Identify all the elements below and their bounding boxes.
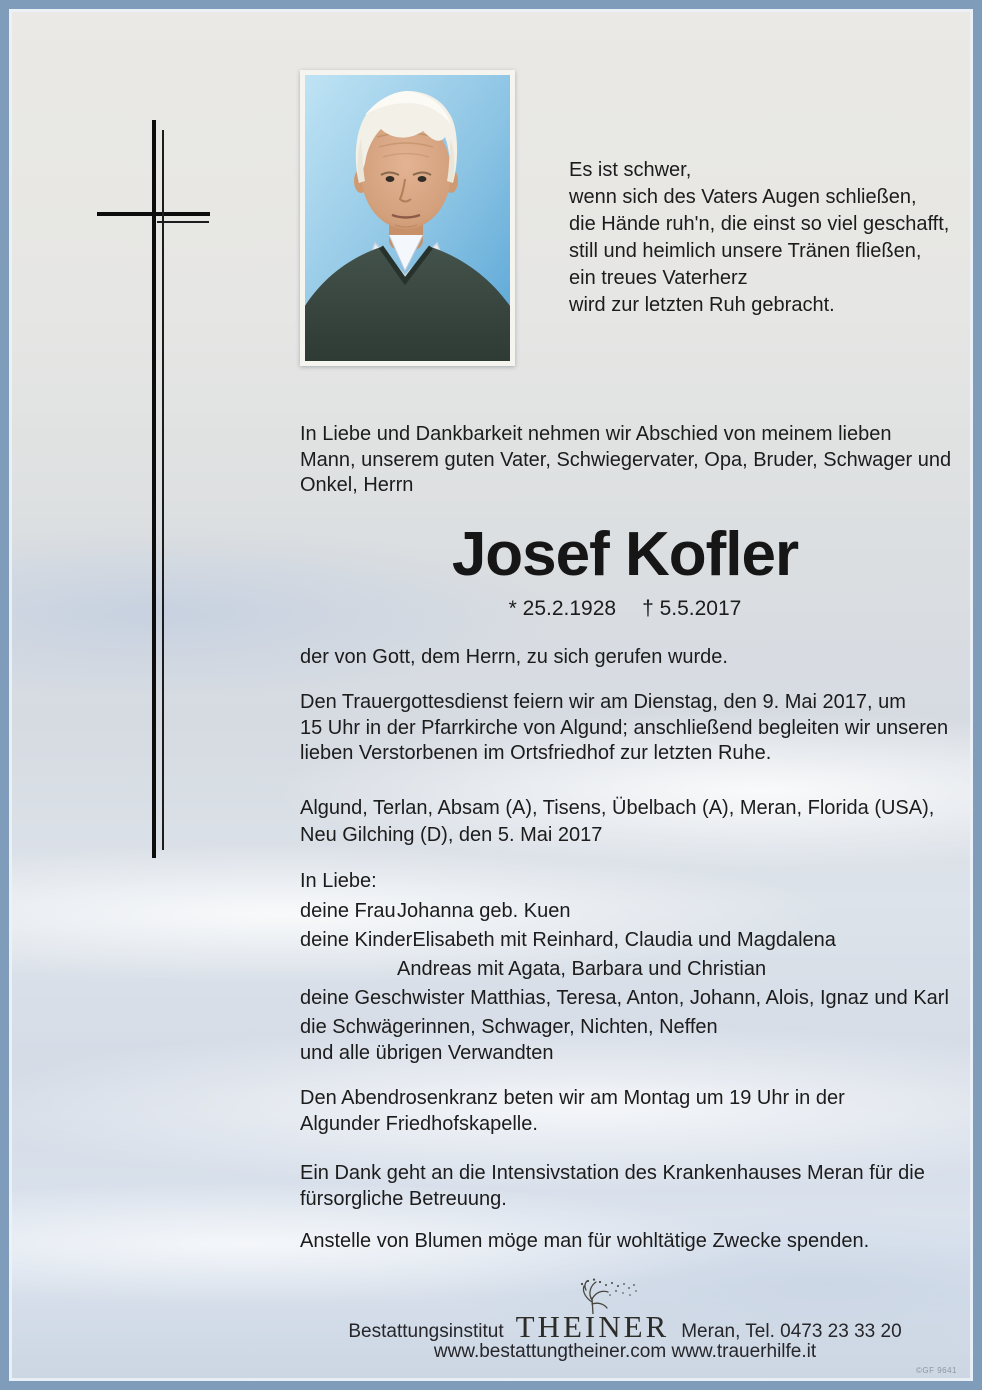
salutation: In Liebe: — [300, 870, 377, 892]
thanks-line: Ein Dank geht an die Intensivstation des Krankenhauses Meran für die — [300, 1162, 925, 1184]
poem-line: wird zur letzten Ruh gebracht. — [569, 294, 835, 316]
places-line: Neu Gilching (D), den 5. Mai 2017 — [300, 824, 603, 846]
family-row — [300, 897, 949, 926]
cross-horizontal-echo-line — [157, 221, 209, 223]
intro-line: Mann, unserem guten Vater, Schwiegervater, Opa, Bruder, Schwager und — [300, 448, 952, 471]
footer-websites: www.bestattungtheiner.com www.trauerhilfe.it — [433, 1341, 817, 1362]
donations-text: Anstelle von Blumen möge man für wohltätige Zwecke spenden. — [300, 1230, 870, 1252]
cross-vertical-echo-line — [162, 130, 164, 850]
family-role: deine Geschwister — [300, 987, 465, 1009]
life-dates — [300, 597, 950, 621]
family-names: Johanna geb. Kuen — [397, 900, 571, 922]
relatives-line: die Schwägerinnen, Schwager, Nichten, Neffen — [300, 1016, 718, 1038]
family-names: Matthias, Teresa, Anton, Johann, Alois, Ignaz und Karl — [470, 987, 949, 1009]
places-line: Algund, Terlan, Absam (A), Tisens, Übelbach (A), Meran, Florida (USA), — [300, 797, 935, 819]
deceased-name: Josef Kofler — [451, 520, 799, 589]
family-names: Andreas mit Agata, Barbara und Christian — [397, 958, 767, 980]
rosary-line: Algunder Friedhofskapelle. — [300, 1112, 538, 1135]
family-role: deine Kinder — [300, 929, 413, 951]
portrait-illustration — [305, 75, 510, 361]
service-line: lieben Verstorbenen im Ortsfriedhof zur letzten Ruhe. — [300, 742, 772, 764]
print-code: ©GF 9641 — [915, 1366, 957, 1375]
poem-line: ein treues Vaterherz — [569, 267, 748, 289]
cross-horizontal-bar — [97, 212, 210, 216]
portrait-photo — [300, 70, 515, 366]
rosary-announcement — [300, 1086, 845, 1137]
family-row — [300, 926, 949, 955]
brand-name: THEINER — [515, 1309, 670, 1344]
funeral-home-footer — [150, 1309, 982, 1345]
intro-line: Onkel, Herrn — [300, 474, 414, 496]
relatives-text — [300, 1014, 718, 1066]
poem-line: die Hände ruh'n, die einst so viel geschafft, — [569, 213, 950, 235]
service-line: Den Trauergottesdienst feiern wir am Dienstag, den 9. Mai 2017, um — [300, 691, 906, 713]
poem — [569, 157, 949, 319]
poem-line: Es ist schwer, — [569, 159, 692, 181]
poem-line: still und heimlich unsere Tränen fließen, — [569, 240, 922, 262]
relatives-line: und alle übrigen Verwandten — [300, 1042, 554, 1064]
cross-vertical-bar — [152, 120, 156, 858]
institute-label: Bestattungsinstitut — [348, 1321, 504, 1342]
intro-text — [300, 422, 951, 499]
family-role: deine Frau — [300, 900, 396, 922]
family-list — [300, 897, 949, 1013]
places-date — [300, 795, 934, 849]
poem-line: wenn sich des Vaters Augen schließen, — [569, 186, 917, 208]
family-row — [300, 955, 949, 984]
service-announcement — [300, 690, 948, 767]
death-date: † 5.5.2017 — [642, 597, 742, 620]
called-text: der von Gott, dem Herrn, zu sich gerufen wurde. — [300, 646, 728, 668]
contact-info: Meran, Tel. 0473 23 33 20 — [681, 1321, 902, 1342]
family-names: Elisabeth mit Reinhard, Claudia und Magdalena — [412, 929, 836, 951]
funeral-home-brand — [516, 1309, 670, 1345]
family-row — [300, 984, 949, 1013]
service-line: 15 Uhr in der Pfarrkirche von Algund; anschließend begleiten wir unseren — [300, 716, 949, 739]
rosary-line: Den Abendrosenkranz beten wir am Montag um 19 Uhr in der — [300, 1087, 845, 1109]
birth-date: * 25.2.1928 — [508, 597, 617, 620]
intro-line: In Liebe und Dankbarkeit nehmen wir Abschied von meinem lieben — [300, 423, 892, 445]
thanks-line: fürsorgliche Betreuung. — [300, 1187, 507, 1210]
thanks-text — [300, 1161, 925, 1212]
tree-logo-icon — [572, 1278, 638, 1314]
